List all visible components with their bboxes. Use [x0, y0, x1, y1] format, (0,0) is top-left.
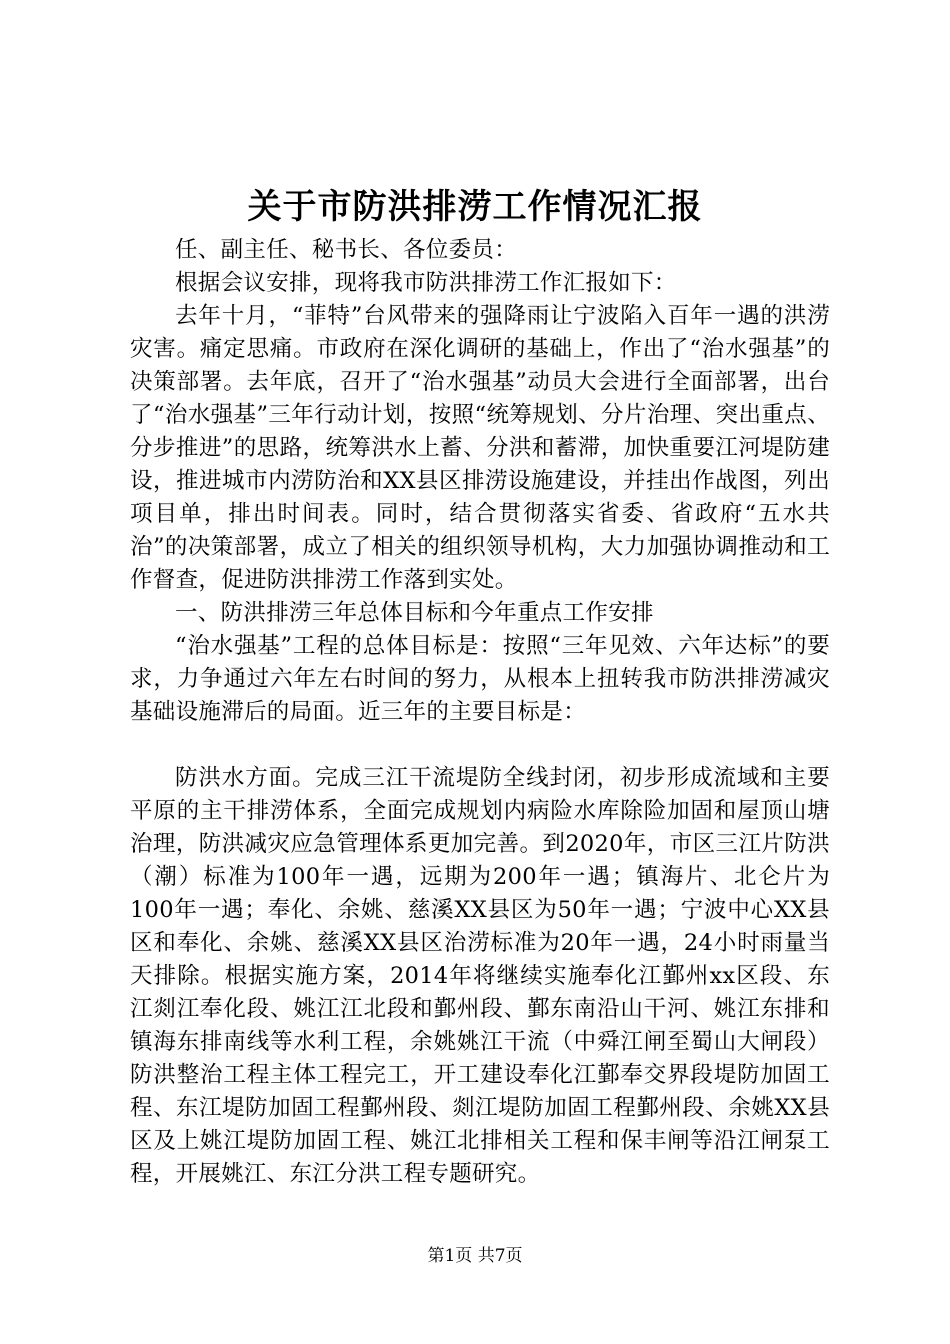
salutation-paragraph: 任、副主任、秘书长、各位委员： — [175, 237, 518, 263]
page-number-footer: 第1页 共7页 — [427, 1246, 523, 1266]
document-title: 关于市防洪排涝工作情况汇报 — [247, 187, 703, 227]
overall-goal-paragraph: “治水强基”工程的总体目标是：按照“三年见效、六年达标”的要求，力争通过六年左右时间的努力，从根本上扭转我市防洪排涝减灾基础设施滞后的局面。近三年的主要目标是： — [130, 633, 830, 725]
document-body — [130, 234, 830, 1191]
section-heading: 一、防洪排涝三年总体目标和今年重点工作安排 — [175, 600, 654, 626]
intro-paragraph: 根据会议安排，现将我市防洪排涝工作汇报如下： — [175, 270, 677, 296]
background-paragraph: 去年十月，“菲特”台风带来的强降雨让宁波陷入百年一遇的洪涝灾害。痛定思痛。市政府在深化调研的基础上，作出了“治水强基”的决策部署。去年底，召开了“治水强基”动员大会进行全面部署，出台了“治水强基”三年行动计划，按照“统筹规划、分片治理、突出重点、分步推进”的思路，统筹洪水上蓄、分洪和蓄滞，加快重要江河堤防建设，推进城市内涝防治和XX县区排涝设施建设，并挂出作战图，列出项目单，排出时间表。同时，结合贯彻落实省委、省政府“五水共治”的决策部署，成立了相关的组织领导机构，大力加强协调推动和工作督查，促进防洪排涝工作落到实处。 — [130, 303, 830, 593]
flood-control-paragraph: 防洪水方面。完成三江干流堤防全线封闭，初步形成流域和主要平原的主干排涝体系，全面完成规划内病险水库除险加固和屋顶山塘治理，防洪减灾应急管理体系更加完善。到2020年，市区三江片防洪（潮）标准为100年一遇，远期为200年一遇；镇海片、北仑片为100年一遇；奉化、余姚、慈溪XX县区为50年一遇；宁波中心XX县区和奉化、余姚、慈溪XX县区治涝标准为20年一遇，24小时雨量当天排除。根据实施方案，2014年将继续实施奉化江鄞州xx区段、东江剡江奉化段、姚江江北段和鄞州段、鄞东南沿山干河、姚江东排和镇海东排南线等水利工程，余姚姚江干流（中舜江闸至蜀山大闸段）防洪整治工程主体工程完工，开工建设奉化江鄞奉交界段堤防加固工程、东江堤防加固工程鄞州段、剡江堤防加固工程鄞州段、余姚XX县区及上姚江堤防加固工程、姚江北排相关工程和保丰闸等沿江闸泵工程，开展姚江、东江分洪工程专题研究。 — [130, 765, 830, 1187]
